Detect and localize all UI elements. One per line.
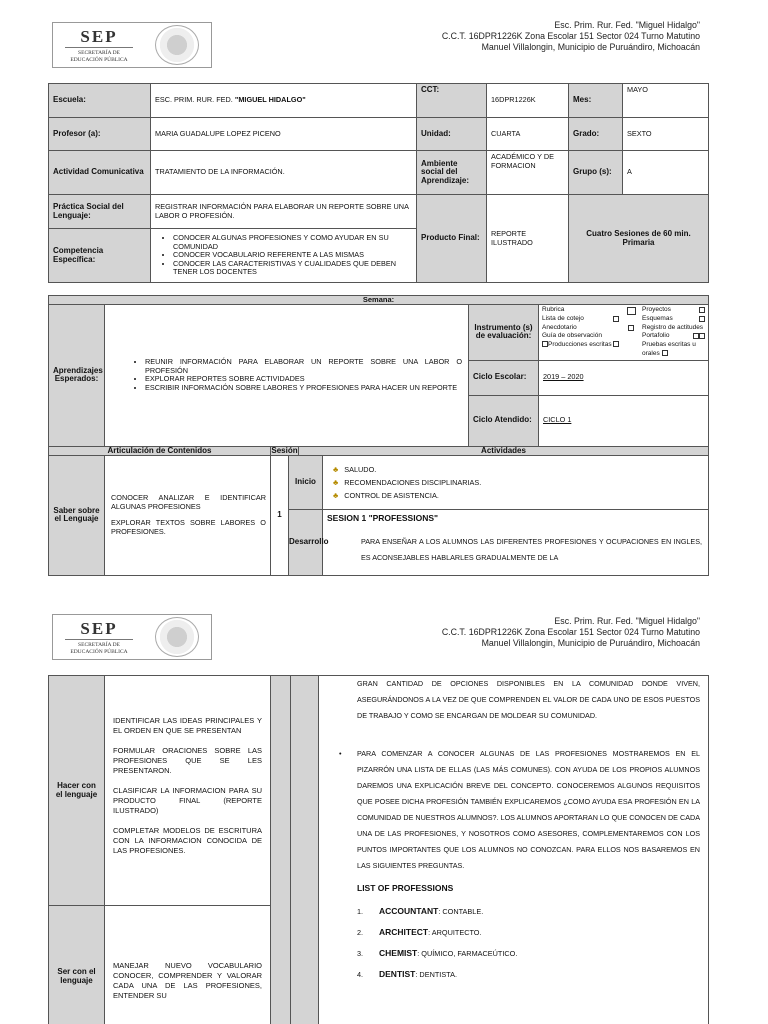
actividad-value: TRATAMIENTO DE LA INFORMACIÓN. — [151, 151, 417, 195]
profession-list — [323, 901, 704, 985]
cct-label: CCT: — [417, 84, 487, 118]
sesion-column — [271, 676, 291, 1024]
list-item: • CONOCER ALGUNAS PROFESIONES Y COMO AYUDAR EN SU COMUNIDAD — [173, 234, 412, 251]
practica-label: Práctica Social del Lenguaje: — [49, 195, 151, 229]
bullet-text: PARA COMENZAR A CONOCER ALGUNAS DE LAS PROFESIONES MOSTRAREMOS EN EL PIZARRÓN UNA LISTA DE ELLAS (LAS MÁS COMUNES). CON AYUDA DE LOS PROPIOS ALUMNOS DAREMOS UNA EXPLICACIÓN BREVE DEL CONCEPTO. CONOCEREMOS ALGUNOS REQUISITOS QUE POSEE DICHA PROFESIÓN TAMBIÉN EXPLICAREMOS ¿COMO AYUDA ESA PROFESIÓN EN LA COMUNIDAD DE NUESTROS ALUMNOS?. LOS ALUMNOS APORTARAN LO QUE CONOCEN DE CADA UNA DE LAS PROFESIONES, Y NOSOTROS COMO ASESORES, COMPLEMENTAREMOS CON LOS PUNTOS IMPORTANTES QUE LOS ALUMNOS NO CONOZCAN. PARA ELLOS NOS BASAREMOS EN LAS SIGUIENTES PREGUNTAS. — [357, 749, 700, 870]
sep-logo — [52, 614, 212, 660]
ambiente-label: Ambiente social del Aprendizaje: — [417, 151, 487, 195]
aprendizajes-value — [105, 305, 469, 447]
checkbox-registro-actitudes[interactable]: Registro de actitudes — [642, 324, 705, 333]
competencia-value — [151, 229, 417, 283]
inicio-cell — [289, 455, 323, 509]
grado-value: SEXTO — [623, 118, 709, 151]
sesion-label: Sesión — [271, 445, 298, 455]
checkbox-proyectos[interactable]: Proyectos — [642, 306, 705, 315]
unidad-value: CUARTA — [487, 118, 569, 151]
school-cct: C.C.T. 16DPR1226K Zona Escolar 151 Sector 024 Turno Matutino — [441, 31, 700, 41]
escuela-label: Escuela: — [49, 84, 151, 118]
inicio-label: Inicio — [295, 476, 316, 486]
producto-label: Producto Final: — [417, 195, 487, 283]
school-location: Manuel Villalongin, Municipio de Puruándiro, Michoacán — [481, 42, 700, 52]
list-item: CONTROL DE ASISTENCIA. — [344, 490, 439, 500]
ciclo-atendido-value: CICLO 1 — [539, 395, 709, 446]
checkbox-lista-cotejo[interactable]: Lista de cotejo — [542, 315, 642, 324]
grupo-value: A — [623, 151, 709, 195]
checkbox-esquemas[interactable]: Esquemas — [642, 315, 705, 324]
school-name: Esc. Prim. Rur. Fed. "Miguel Hidalgo" — [554, 616, 700, 626]
sesion-number: 1 — [271, 455, 289, 575]
grado-label: Grado: — [569, 118, 623, 151]
plan-table-continued — [48, 675, 709, 1024]
list-item: FORMULAR ORACIONES SOBRE LAS PROFESIONES QUE SE LES PRESENTARON. — [113, 746, 262, 775]
actividades-label: Actividades — [299, 446, 709, 455]
checkbox-pruebas[interactable]: Pruebas escritas u orales — [642, 341, 696, 357]
profesor-label: Profesor (a): — [49, 118, 151, 151]
desarrollo-label: Desarrollo — [289, 536, 329, 546]
checkbox-anecdotario[interactable]: Anecdotario — [542, 324, 642, 333]
desarrollo-text: PARA ENSEÑAR A LOS ALUMNOS LAS DIFERENTES PROFESIONES Y OCUPACIONES EN INGLES, ES ACONSEJABLES HABLARLES GRADUALMENTE DE LA — [361, 537, 703, 563]
logo-subtext: EDUCACIÓN PÚBLICA — [70, 648, 128, 655]
page-header-1 — [0, 0, 768, 70]
logo-subtext: SECRETARÍA DE — [78, 642, 120, 648]
checkbox-portafolio[interactable]: Portafolio — [642, 332, 705, 341]
instrumentos-checklist — [539, 305, 709, 361]
list-item: COMPLETAR MODELOS DE ESCRITURA CON LA INFORMACION CONOCIDA DE LAS PROFESIONES. — [113, 826, 262, 855]
national-seal-icon — [155, 25, 199, 65]
ambiente-value: ACADÉMICO Y DE FORMACION — [487, 151, 569, 195]
list-item: • REUNIR INFORMACIÓN PARA ELABORAR UN REPORTE SOBRE UNA LABOR O PROFESIÓN — [145, 358, 462, 375]
list-title: LIST OF PROFESSIONS — [357, 883, 454, 893]
list-item: • EXPLORAR REPORTES SOBRE ACTIVIDADES — [145, 375, 462, 384]
sep-logo — [52, 22, 212, 68]
desarrollo-activities — [323, 509, 709, 575]
mes-value: MAYO — [623, 84, 709, 118]
list-item: 1. ACCOUNTANT: CONTABLE. — [357, 905, 484, 916]
sesiones-info: Cuatro Sesiones de 60 min. Primaria — [569, 195, 709, 283]
list-item: IDENTIFICAR LAS IDEAS PRINCIPALES Y EL ORDEN EN QUE SE PRESENTAN — [113, 716, 262, 735]
mes-label: Mes: — [569, 84, 623, 118]
checkbox-producciones[interactable]: Producciones escritas — [542, 341, 642, 350]
ciclo-escolar-value: 2019 – 2020 — [539, 360, 709, 395]
info-table — [48, 83, 709, 283]
school-location: Manuel Villalongin, Municipio de Puruándiro, Michoacán — [481, 638, 700, 648]
checkbox-rubrica[interactable]: Rubrica — [542, 306, 642, 315]
list-item: RECOMENDACIONES DISCIPLINARIAS. — [344, 477, 482, 487]
profesor-value: MARIA GUADALUPE LOPEZ PICENO — [151, 118, 417, 151]
plan-table — [48, 295, 709, 576]
hacer-label: Hacer con el lenguaje — [49, 676, 105, 906]
competencia-label: Competencia Específica: — [49, 229, 151, 283]
logo-text: SEP — [65, 619, 133, 640]
list-item: CLASIFICAR LA INFORMACION PARA SU PRODUCTO FINAL (REPORTE ILUSTRADO) — [113, 786, 262, 815]
hacer-value — [105, 676, 271, 906]
semana-label: Semana: — [49, 296, 709, 305]
list-item: EXPLORAR TEXTOS SOBRE LABORES O PROFESIONES. — [111, 518, 266, 536]
logo-subtext: EDUCACIÓN PÚBLICA — [70, 56, 128, 63]
checkbox-guia-observacion[interactable]: Guía de observación — [542, 332, 602, 340]
cct-value: 16DPR1226K — [487, 84, 569, 118]
producto-value: REPORTE ILUSTRADO — [487, 195, 569, 283]
school-name: Esc. Prim. Rur. Fed. "Miguel Hidalgo" — [554, 20, 700, 30]
bullet-paragraph: • PARA COMENZAR A CONOCER ALGUNAS DE LAS PROFESIONES MOSTRAREMOS EN EL PIZARRÓN UNA LISTA DE ELLAS (LAS MÁS COMUNES). CON AYUDA DE LOS PROPIOS ALUMNOS DAREMOS UNA EXPLICACIÓN BREVE DEL CONCEPTO. CONOCEREMOS ALGUNOS REQUISITOS QUE POSEE DICHA PROFESIÓN TAMBIÉN EXPLICAREMOS ¿COMO AYUDA ESA PROFESIÓN EN LA COMUNIDAD DE NUESTROS ALUMNOS?. LOS ALUMNOS APORTARAN LO QUE CONOCEN DE CADA UNA DE LAS PROFESIONES, Y NOSOTROS COMO ASESORES, COMPLEMENTAREMOS CON LOS PUNTOS IMPORTANTES QUE LOS ALUMNOS NO CONOZCAN. PARA ELLOS NOS BASAREMOS EN LAS SIGUIENTES PREGUNTAS. — [323, 746, 704, 874]
escuela-value: ESC. PRIM. RUR. FED. "MIGUEL HIDALGO" — [151, 84, 417, 118]
ciclo-atendido-label: Ciclo Atendido: — [469, 395, 539, 446]
unidad-label: Unidad: — [417, 118, 487, 151]
list-item: • ESCRIBIR INFORMACIÓN SOBRE LABORES Y PROFESIONES PARA HACER UN REPORTE — [145, 384, 462, 393]
logo-subtext: SECRETARÍA DE — [78, 50, 120, 56]
activities-continued — [319, 676, 709, 1024]
ser-label: Ser con el lenguaje — [49, 906, 105, 1024]
session-title: SESION 1 "PROFESSIONS" — [327, 512, 439, 523]
list-item: 3. CHEMIST: QUÍMICO, FARMACEÚTICO. — [357, 947, 518, 958]
school-info — [442, 616, 700, 649]
desarrollo-cell — [289, 509, 329, 575]
saber-label: Saber sobre el Lenguaje — [49, 455, 105, 575]
school-info — [442, 20, 700, 53]
list-item: 4. DENTIST: DENTISTA. — [357, 968, 457, 979]
school-cct: C.C.T. 16DPR1226K Zona Escolar 151 Sector 024 Turno Matutino — [441, 627, 700, 637]
articulacion-label: Articulación de Contenidos — [49, 446, 271, 455]
national-seal-icon — [155, 617, 199, 657]
ciclo-escolar-label: Ciclo Escolar: — [469, 360, 539, 395]
continued-text: GRAN CANTIDAD DE OPCIONES DISPONIBLES EN LA COMUNIDAD DONDE VIVEN, ASEGURÁNDONOS A LA VEZ DE QUE COMPRENDEN EL VALOR DE CADA UNO DE ESOS PUESTOS DE TRABAJO Y COMO SE ENCARGAN DE MOLDEAR SU COMUNIDAD. — [357, 679, 700, 720]
etapa-column — [291, 676, 319, 1024]
instrumento-label: Instrumento (s) de evaluación: — [469, 305, 539, 361]
actividad-label: Actividad Comunicativa — [49, 151, 151, 195]
inicio-activities: ♣ SALUDO. ♣ RECOMENDACIONES DISCIPLINARIAS. ♣ CONTROL DE ASISTENCIA. — [323, 455, 709, 509]
list-item: • CONOCER LAS CARACTERISTIVAS Y CUALIDADES QUE DEBEN TENER LOS DOCENTES — [173, 260, 412, 277]
aprendizajes-label: Aprendizajes Esperados: — [49, 305, 105, 447]
list-item: 2. ARCHITECT: ARQUITECTO. — [357, 926, 482, 937]
logo-text: SEP — [65, 27, 133, 48]
list-item: CONOCER ANALIZAR E IDENTIFICAR ALGUNAS PROFESIONES — [111, 493, 266, 511]
ser-value: MANEJAR NUEVO VOCABULARIO CONOCER, COMPRENDER Y VALORAR CADA UNA DE LAS PROFESIONES, ENTENDER SU — [105, 906, 271, 1024]
page-header-2 — [0, 606, 768, 676]
list-item: • CONOCER VOCABULARIO REFERENTE A LAS MISMAS — [173, 251, 412, 260]
saber-value — [105, 455, 271, 575]
practica-value: REGISTRAR INFORMACIÓN PARA ELABORAR UN REPORTE SOBRE UNA LABOR O PROFESIÓN. — [151, 195, 417, 229]
list-item: SALUDO. — [344, 464, 377, 474]
grupo-label: Grupo (s): — [569, 151, 623, 195]
